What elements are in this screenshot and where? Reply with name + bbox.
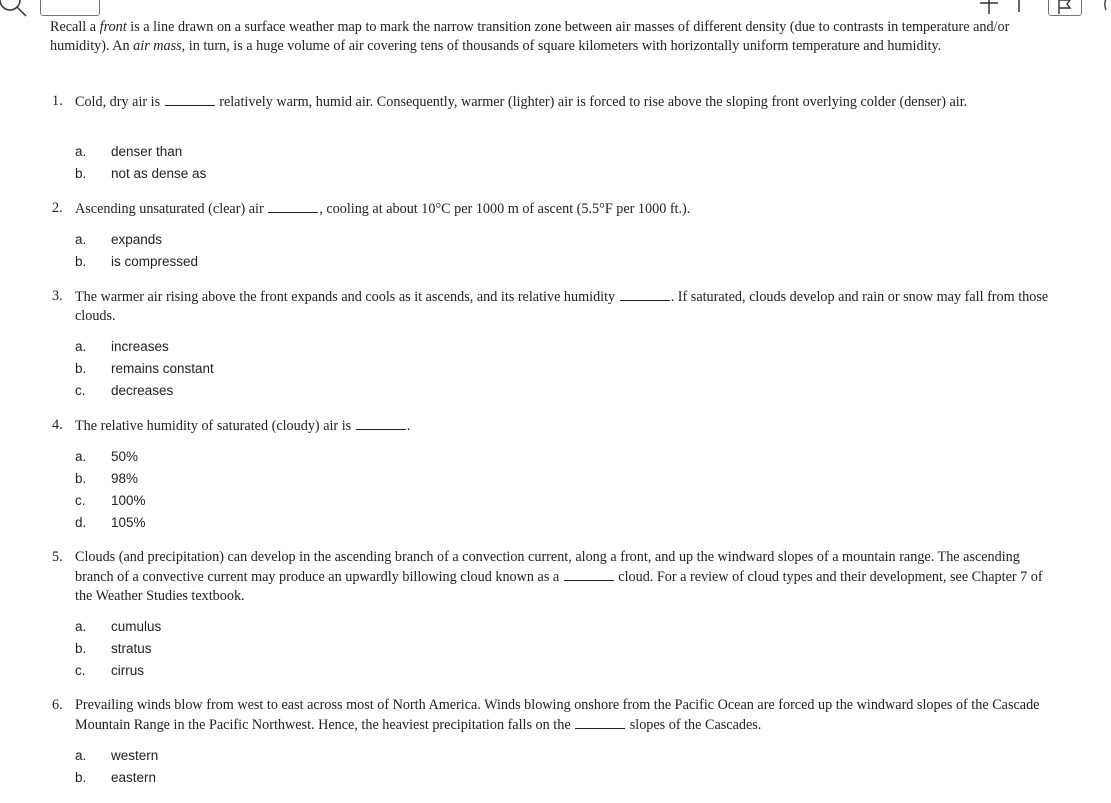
question-text: Clouds (and precipitation) can develop in the ascending branch of a convection current, along a front, and up the windward slopes of a mountain range. The ascending branch of a convective current may produce an upwardly billowing cloud known as a cloud. For a review of cloud types and their development, see Chapter 7 of the Weather Studies textbook. xyxy=(75,549,1043,604)
question-number: 1. xyxy=(52,93,63,109)
question-number: 4. xyxy=(52,417,63,433)
question-text: Cold, dry air is relatively warm, humid air. Consequently, warmer (lighter) air is forced to rise above the sloping front overlying colder (denser) air. xyxy=(75,94,968,110)
vertical-bar-icon[interactable] xyxy=(1016,0,1022,12)
answer-blank xyxy=(268,199,318,213)
plus-icon[interactable] xyxy=(980,0,998,14)
question-text: Ascending unsaturated (clear) air , cooling at about 10°C per 1000 m of ascent (5.5°F per 1000 ft.). xyxy=(75,201,691,217)
search-icon[interactable] xyxy=(0,0,28,18)
question-5 xyxy=(52,548,1057,606)
panel-edge xyxy=(1098,0,1111,20)
question-1 xyxy=(52,92,1057,112)
answer-blank xyxy=(620,287,670,301)
question-number: 5. xyxy=(52,549,63,565)
question-content xyxy=(50,18,1060,56)
answer-blank xyxy=(165,92,215,106)
answer-blank xyxy=(356,416,406,430)
question-text: The warmer air rising above the front expands and cools as it ascends, and its relative humidity . If saturated, clouds develop and rain or snow may fall from those clouds. xyxy=(75,289,1049,324)
question-2 xyxy=(52,199,1057,219)
toolbar xyxy=(0,0,1111,20)
question-number: 3. xyxy=(52,288,63,304)
question-3 xyxy=(52,287,1057,326)
question-text: The relative humidity of saturated (cloudy) air is . xyxy=(75,418,411,434)
question-4 xyxy=(52,416,1057,436)
question-number: 6. xyxy=(52,697,63,713)
toolbar-input[interactable] xyxy=(40,0,100,16)
question-text: Prevailing winds blow from west to east across most of North America. Winds blowing onshore from the Pacific Ocean are forced up the windward slopes of the Cascade Mountain Range in the Pacific Northwest. Hence, the heaviest precipitation falls on the slopes of the Cascades. xyxy=(75,697,1040,733)
intro-paragraph: Recall a front is a line drawn on a surface weather map to mark the narrow transition zone between air masses of different density (due to contrasts in temperature and/or humidity). An air mass, in turn, is a huge volume of air covering tens of thousands of square kilometers with horizontally uniform temperature and humidity. xyxy=(50,19,1010,54)
air-mass-term: air mass xyxy=(133,38,182,54)
flag-icon xyxy=(1056,0,1074,14)
front-term: front xyxy=(99,19,127,35)
question-6 xyxy=(52,696,1057,735)
answer-blank xyxy=(564,567,614,581)
question-number: 2. xyxy=(52,200,63,216)
answer-blank xyxy=(575,715,625,729)
